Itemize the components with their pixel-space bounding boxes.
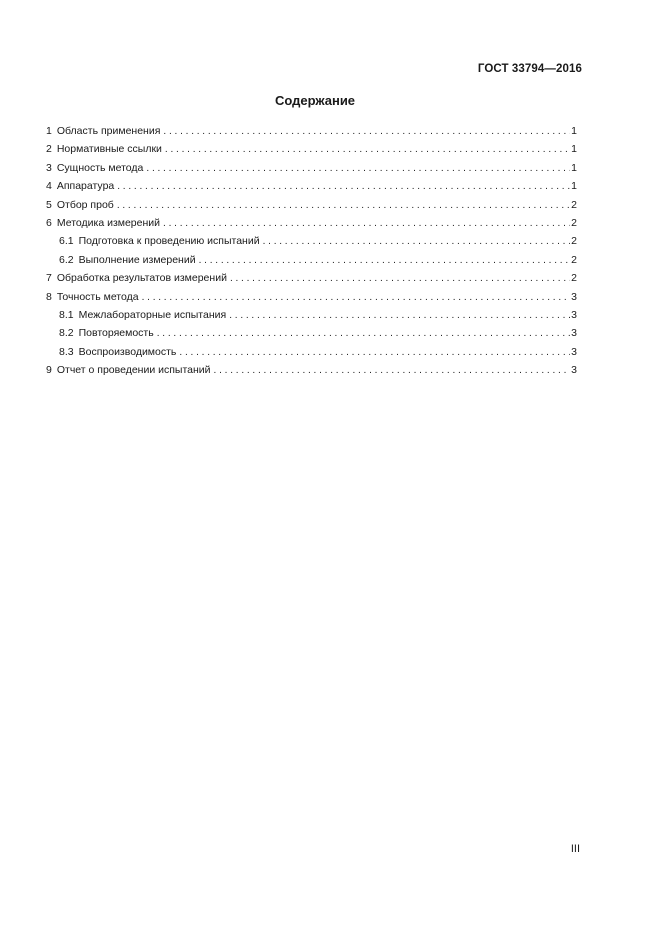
toc-dot-leader (163, 215, 570, 233)
toc-entry-label: Повторяемость (78, 327, 154, 340)
toc-dot-leader (229, 307, 570, 325)
toc-dot-leader (165, 141, 570, 159)
toc-entry-label: Воспроизводимость (78, 345, 177, 358)
toc-entry-label: Точность метода (56, 290, 139, 303)
toc-entry-label: Выполнение измерений (78, 253, 196, 266)
toc-entry-number: 6.2 (59, 253, 74, 266)
toc-title: Содержание (274, 93, 356, 108)
table-of-contents (46, 122, 577, 379)
toc-entry-number: 5 (46, 198, 52, 211)
toc-entry-label: Отчет о проведении испытаний (56, 364, 211, 377)
toc-entry[interactable] (46, 269, 577, 287)
toc-entry-label: Область применения (56, 125, 161, 137)
toc-entry-page: 2 (571, 216, 577, 229)
toc-entry-number: 8.1 (59, 308, 74, 321)
toc-entry[interactable] (46, 140, 577, 158)
toc-entry-number: 6.1 (59, 235, 74, 248)
toc-entry-label: Межлабораторные испытания (78, 308, 227, 321)
toc-entry-page: 3 (571, 290, 577, 303)
toc-entry-label: Сущность метода (56, 161, 144, 174)
toc-entry[interactable] (46, 306, 577, 324)
toc-entry-page: 2 (571, 272, 577, 285)
toc-dot-leader (163, 123, 570, 141)
toc-dot-leader (142, 289, 571, 307)
toc-entry-number: 9 (46, 364, 52, 377)
toc-entry-page: 3 (571, 364, 577, 377)
toc-entry-number: 8.3 (59, 345, 74, 358)
toc-entry-page: 1 (571, 143, 577, 156)
toc-entry-number: 3 (46, 161, 52, 174)
toc-entry-page: 2 (571, 253, 577, 266)
toc-entry[interactable] (46, 232, 577, 250)
toc-dot-leader (214, 362, 571, 380)
toc-entry-number: 8 (46, 290, 52, 303)
toc-dot-leader (117, 197, 570, 215)
toc-dot-leader (179, 344, 570, 362)
toc-entry-label: Обработка результатов измерений (56, 272, 227, 285)
page-number: III (570, 843, 580, 855)
toc-entry-label: Аппаратура (56, 180, 115, 193)
toc-entry[interactable] (46, 159, 577, 177)
toc-entry[interactable] (46, 361, 577, 379)
toc-entry-number: 7 (46, 272, 52, 285)
toc-dot-leader (157, 325, 570, 343)
toc-entry-page: 1 (571, 161, 577, 174)
toc-entry-label: Отбор проб (56, 198, 114, 211)
toc-dot-leader (263, 233, 571, 251)
toc-dot-leader (199, 252, 571, 270)
toc-entry-page: 2 (571, 235, 577, 248)
toc-dot-leader (230, 270, 570, 288)
toc-entry[interactable] (46, 177, 577, 195)
toc-entry-number: 2 (46, 143, 52, 156)
toc-entry[interactable] (46, 196, 577, 214)
toc-entry-page: 2 (571, 198, 577, 211)
toc-entry[interactable] (46, 214, 577, 232)
toc-dot-leader (146, 160, 570, 178)
toc-entry[interactable] (46, 288, 577, 306)
toc-entry-number: 1 (46, 125, 52, 137)
toc-entry-page: 3 (571, 345, 577, 358)
toc-entry[interactable] (46, 251, 577, 269)
toc-entry-number: 8.2 (59, 327, 74, 340)
toc-entry-label: Нормативные ссылки (56, 143, 162, 156)
toc-entry-label: Методика измерений (56, 216, 161, 229)
toc-entry-number: 4 (46, 180, 52, 193)
toc-entry-page: 3 (571, 327, 577, 340)
document-code: ГОСТ 33794—2016 (477, 63, 582, 75)
toc-entry-number: 6 (46, 216, 52, 229)
toc-entry[interactable] (46, 343, 577, 361)
toc-entry[interactable] (46, 324, 577, 342)
toc-entry-label: Подготовка к проведению испытаний (78, 235, 260, 248)
toc-entry-page: 1 (571, 180, 577, 193)
toc-entry[interactable] (46, 122, 577, 140)
toc-dot-leader (117, 178, 570, 196)
toc-entry-page: 3 (571, 308, 577, 321)
toc-entry-page: 1 (571, 125, 577, 137)
